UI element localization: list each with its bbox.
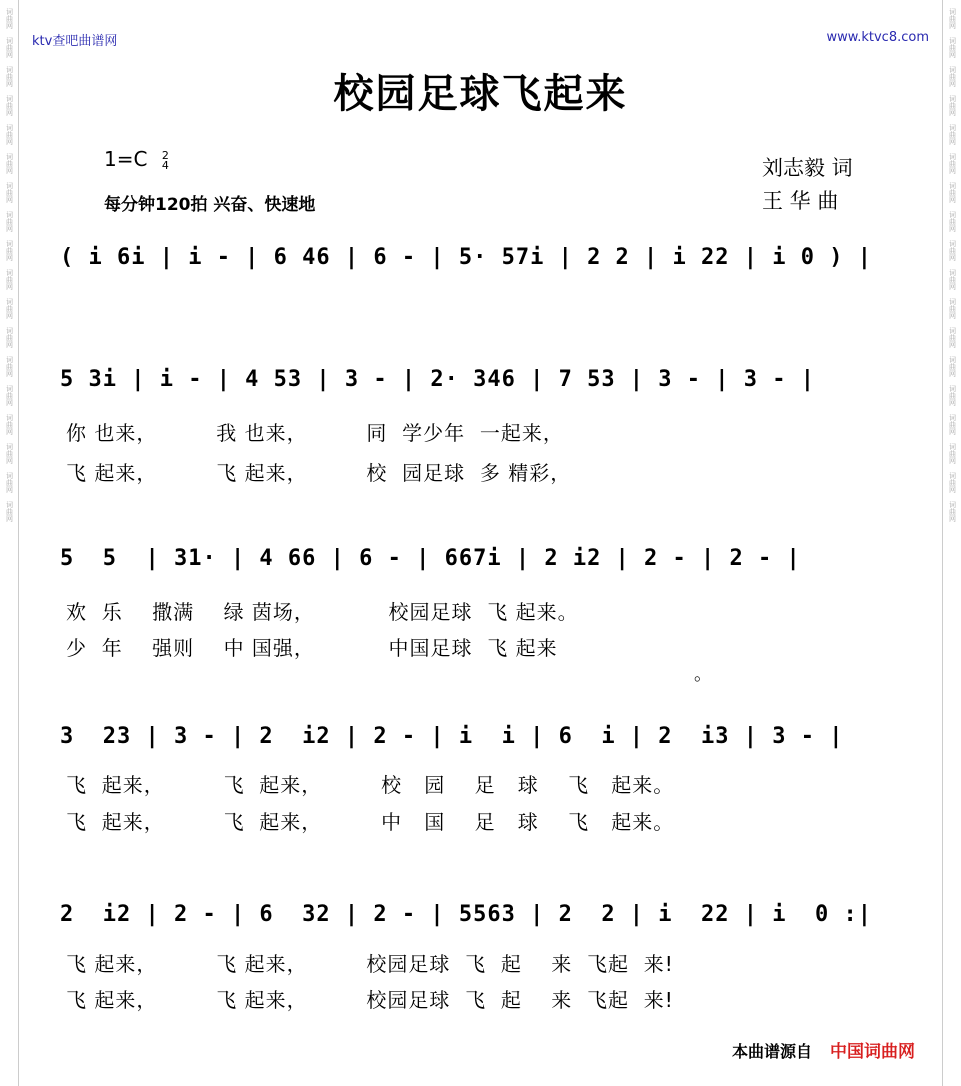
watermark-text: 词曲网 [948,8,957,29]
row-1-lyric-verse-1: 你 也来， 我 也来， 同 学少年 一起来， [66,421,564,445]
watermark-text: 词曲网 [948,95,957,116]
watermark-text: 词曲网 [948,211,957,232]
watermark-text: 词曲网 [5,182,14,203]
row-4-notation: 2 i2 | 2 - | 6 32 | 2 - | 5563 | 2 2 | i 22 | i 0 :| [60,902,872,927]
left-watermark-strip [0,0,19,1086]
watermark-text: 词曲网 [5,8,14,29]
watermark-text: 词曲网 [5,298,14,319]
right-watermark-strip [942,0,961,1086]
row-4-lyric-verse-1: 飞 起来， 飞 起来， 校园足球 飞 起 来 飞起 来! [66,952,674,976]
source-site-link[interactable]: 中国词曲网 [830,1042,916,1062]
watermark-text: 词曲网 [948,269,957,290]
source-label: 本曲谱源自 [732,1042,813,1061]
row-3-lyric-verse-2: 飞 起来， 飞 起来， 中 国 足 球 飞 起来。 [66,810,675,834]
watermark-text: 词曲网 [948,298,957,319]
watermark-text: 词曲网 [5,385,14,406]
intro-notation: ( i 6i | i - | 6 46 | 6 - | 5· 57i | 2 2 | i 22 | i 0 ) | [60,245,872,270]
watermark-text: 词曲网 [948,472,957,493]
watermark-text: 词曲网 [948,66,957,87]
watermark-text: 词曲网 [948,153,957,174]
watermark-text: 词曲网 [948,182,957,203]
lyricist-credit: 刘志毅 词 [762,156,853,180]
watermark-text: 词曲网 [948,37,957,58]
time-signature [161,148,169,172]
watermark-text: 词曲网 [5,269,14,290]
row-3-lyric-verse-1: 飞 起来， 飞 起来， 校 园 足 球 飞 起来。 [66,773,675,797]
right-site-link[interactable]: www.ktvc8.com [826,30,929,45]
watermark-text: 词曲网 [5,472,14,493]
row-2-lyric-verse-1: 欢 乐 撒满 绿 茵场， 校园足球 飞 起来。 [66,600,579,624]
watermark-text: 词曲网 [5,95,14,116]
row-2-lyric-verse-2: 少 年 强则 中 国强， 中国足球 飞 起来 [66,636,558,660]
watermark-text: 词曲网 [5,501,14,522]
watermark-text: 词曲网 [5,153,14,174]
watermark-text: 词曲网 [5,124,14,145]
watermark-text: 词曲网 [5,414,14,435]
time-top: 2 [161,148,169,162]
time-bottom: 4 [161,158,169,172]
row-3-notation: 3 23 | 3 - | 2 i2 | 2 - | i i | 6 i | 2 i3 | 3 - | [60,724,844,749]
row-1-notation: 5 3i | i - | 4 53 | 3 - | 2· 346 | 7 53 | 3 - | 3 - | [60,367,815,392]
watermark-text: 词曲网 [5,327,14,348]
row-4-lyric-verse-2: 飞 起来， 飞 起来， 校园足球 飞 起 来 飞起 来! [66,988,674,1012]
watermark-text: 词曲网 [5,37,14,58]
watermark-text: 词曲网 [5,66,14,87]
composer-credit: 王 华 曲 [762,189,839,213]
row-2-notation: 5 5 | 31· | 4 66 | 6 - | 667i | 2 i2 | 2 - | 2 - | [60,546,801,571]
watermark-text: 词曲网 [5,211,14,232]
watermark-text: 词曲网 [948,443,957,464]
watermark-text: 词曲网 [5,240,14,261]
watermark-text: 词曲网 [5,443,14,464]
tempo-marking: 每分钟120拍 兴奋、快速地 [104,195,316,215]
source-footer [732,1037,915,1062]
song-title: 校园足球飞起来 [333,71,628,117]
watermark-text: 词曲网 [948,124,957,145]
watermark-text: 词曲网 [948,356,957,377]
key-signature [104,147,169,171]
watermark-text: 词曲网 [948,327,957,348]
key-text: 1=C [104,147,148,171]
watermark-text: 词曲网 [948,501,957,522]
watermark-text: 词曲网 [948,385,957,406]
trailing-period: 。 [694,664,712,685]
row-1-lyric-verse-2: 飞 起来， 飞 起来， 校 园足球 多 精彩， [66,461,572,485]
watermark-text: 词曲网 [5,356,14,377]
left-site-link[interactable]: ktv查吧曲谱网 [32,34,118,49]
watermark-text: 词曲网 [948,240,957,261]
watermark-text: 词曲网 [948,414,957,435]
